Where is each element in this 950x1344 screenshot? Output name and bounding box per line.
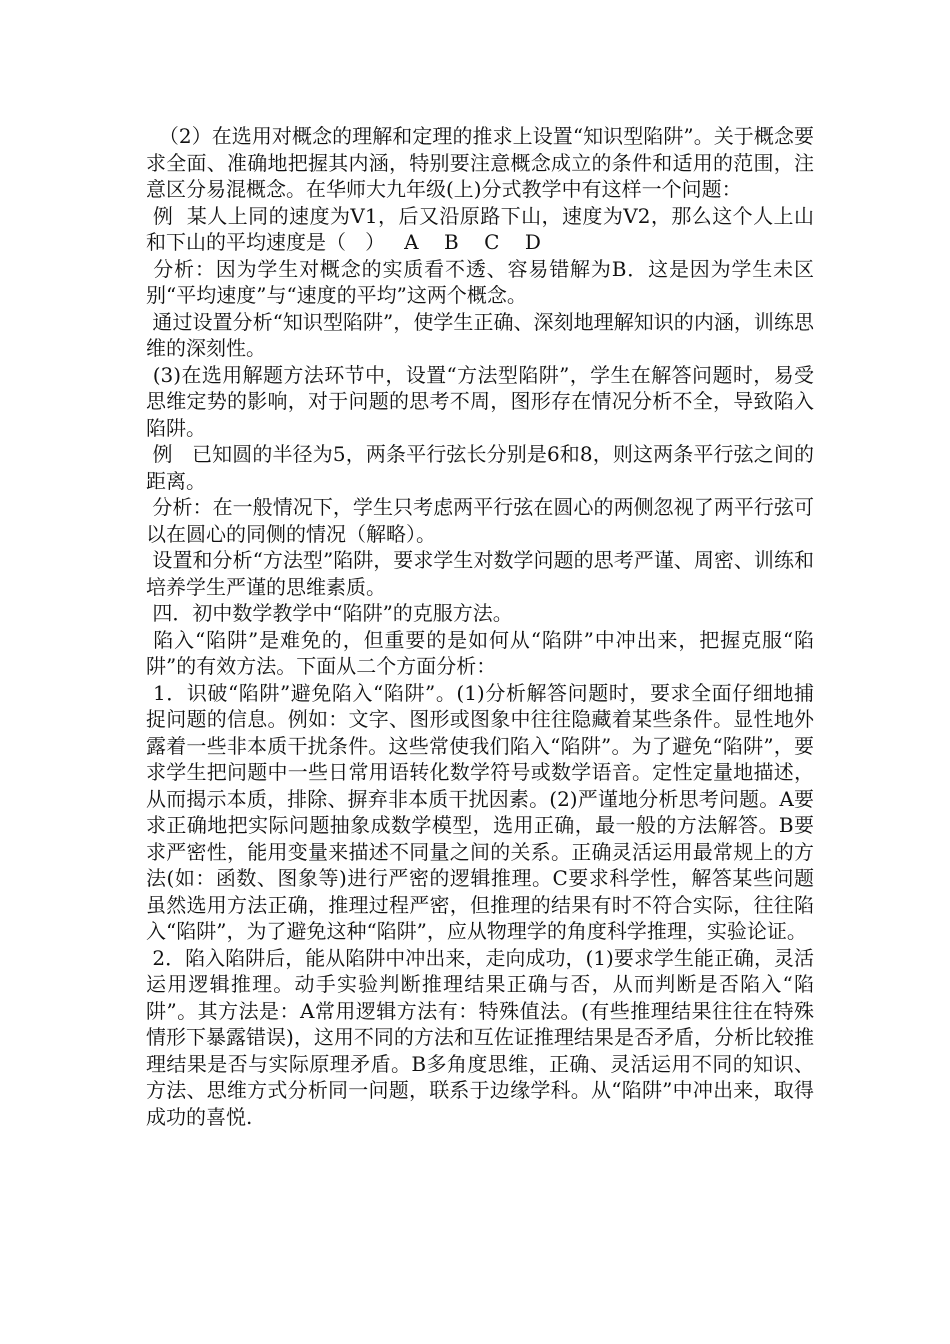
document-body: [146, 123, 814, 1130]
paragraph-example-circle: 例 已知圆的半径为5，两条平行弦长分别是6和8，则这两条平行弦之间的距离。: [146, 442, 814, 493]
paragraph-analysis-speed: 分析：因为学生对概念的实质看不透、容易错解为B．这是因为学生未区别“平均速度”与“速度的平均”这两个概念。: [146, 256, 814, 307]
paragraph-method-summary: 设置和分析“方法型”陷阱，要求学生对数学问题的思考严谨、周密、训练和培养学生严谨的思维素质。: [146, 548, 815, 599]
paragraph-method-trap: (3)在选用解题方法环节中，设置“方法型陷阱”，学生在解答问题时，易受思维定势的影响，对于问题的思考不周，图形存在情况分析不全，导致陷入陷阱。: [146, 362, 814, 440]
paragraph-example-speed: 例 某人上同的速度为V1，后又沿原路下山，速度为V2，那么这个人上山和下山的平均速度是（ ） A B C D: [146, 203, 814, 254]
paragraph-analysis-circle: 分析：在一般情况下，学生只考虑两平行弦在圆心的两侧忽视了两平行弦可以在圆心的同侧的情况（解略）。: [146, 495, 815, 546]
section-heading-four: 四．初中数学教学中“陷阱”的克服方法。: [146, 601, 513, 625]
paragraph-knowledge-trap: （2）在选用对概念的理解和定理的推求上设置“知识型陷阱”。关于概念要求全面、准确地把握其内涵，特别要注意概念成立的条件和适用的范围，注意区分易混概念。在华师大九年级(上)分式教学中有这样一个问题：: [146, 124, 814, 201]
paragraph-knowledge-summary: 通过设置分析“知识型陷阱”，使学生正确、深刻地理解知识的内涵，训练思维的深刻性。: [146, 309, 815, 360]
paragraph-escape-trap: 2．陷入陷阱后，能从陷阱中冲出来，走向成功，(1)要求学生能正确，灵活运用逻辑推理。动手实验判断推理结果正确与否，从而判断是否陷入“陷阱”。其方法是：A常用逻辑方法有：特殊值法。(有些推理结果往往在特殊情形下暴露错误)，这用不同的方法和互佐证推理结果是否矛盾，分析比较推理结果是否与实际原理矛盾。B多角度思维，正确、灵活运用不同的知识、方法、思维方式分析同一问题，联系于边缘学科。从“陷阱”中冲出来，取得成功的喜悦.: [146, 945, 814, 1129]
paragraph-identify-trap: 1．识破“陷阱”避免陷入“陷阱”。(1)分析解答问题时，要求全面仔细地捕捉问题的信息。例如：文字、图形或图象中往往隐藏着某些条件。显性地外露着一些非本质干扰条件。这些常使我们陷入“陷阱”。为了避免“陷阱”，要求学生把问题中一些日常用语转化数学符号或数学语音。定性定量地描述，从而揭示本质，排除、摒弃非本质干扰因素。(2)严谨地分析思考问题。A要求正确地把实际问题抽象成数学模型，选用正确，最一般的方法解答。B要求严密性，能用变量来描述不同量之间的关系。正确灵活运用最常规上的方法(如：函数、图象等)进行严密的逻辑推理。C要求科学性，解答某些问题虽然选用方法正确，推理过程严密，但推理的结果有时不符合实际，往往陷入“陷阱”，为了避免这种“陷阱”，应从物理学的角度科学推理，实验论证。: [146, 680, 814, 943]
paragraph-overcome-intro: 陷入“陷阱”是难免的，但重要的是如何从“陷阱”中冲出来，把握克服“陷阱”的有效方法。下面从二个方面分析：: [146, 627, 815, 678]
